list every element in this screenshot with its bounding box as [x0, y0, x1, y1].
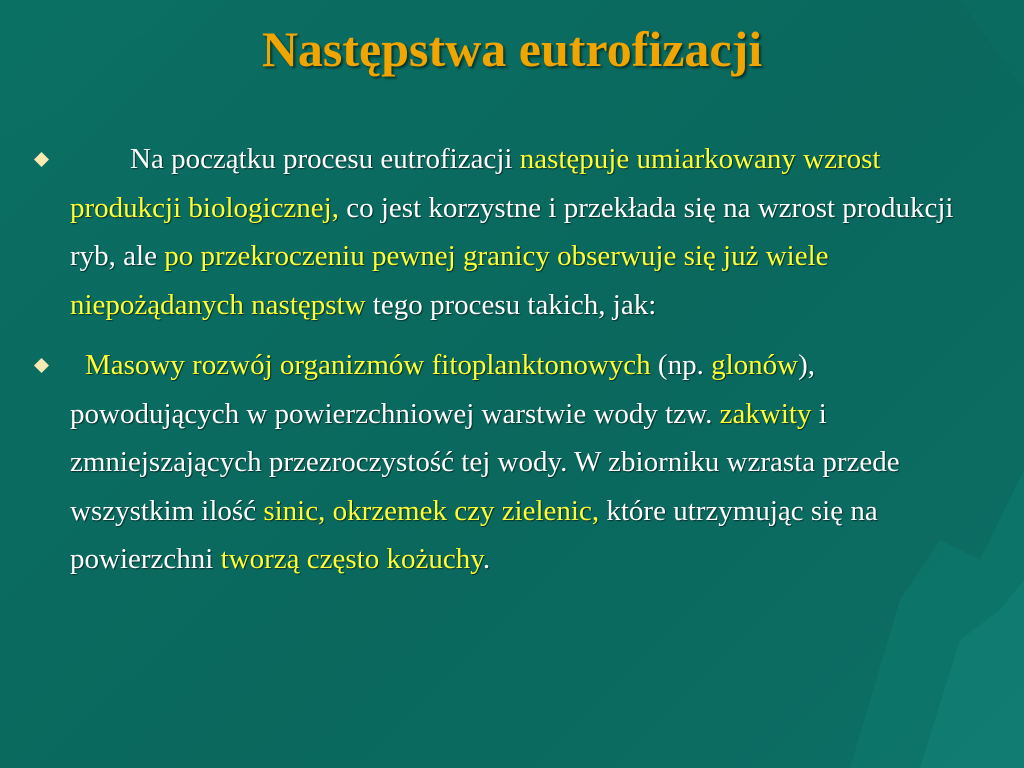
bullet-item-2	[30, 341, 985, 584]
text-segment: i zmniejszających przezroczystość tej wody. W zbiorniku wzrasta przede wszystkim ilość	[70, 397, 900, 527]
highlight-segment: zakwity	[719, 397, 812, 430]
slide-title: Następstwa eutrofizacji	[261, 21, 763, 77]
highlight-segment: po przekroczeniu pewnej granicy obserwuje się już wiele niepożądanych następstw	[70, 240, 829, 321]
highlight-segment: tworzą często kożuchy	[220, 543, 483, 575]
bullet-item-1	[30, 135, 985, 329]
highlight-segment: sinic, okrzemek czy zielenic,	[263, 494, 600, 527]
text-segment: Na początku procesu eutrofizacji	[130, 143, 520, 175]
diamond-bullet-icon	[34, 152, 49, 167]
diamond-bullet-icon	[34, 358, 49, 373]
text-segment: .	[482, 543, 491, 575]
highlight-segment: następuje umiarkowany wzrost produkcji biologicznej,	[70, 143, 881, 224]
text-segment: tego procesu takich, jak:	[365, 288, 657, 321]
text-segment: (np.	[650, 349, 712, 381]
highlight-segment: glonów	[711, 349, 799, 381]
text-segment: ), powodujących w powierzchniowej warstwie wody tzw.	[70, 349, 816, 430]
text-segment: co jest korzystne i przekłada się na wzrost produkcji ryb, ale	[70, 191, 954, 272]
text-segment: które utrzymując się na powierzchni	[70, 494, 878, 575]
slide-content	[30, 135, 985, 596]
highlight-segment: Masowy rozwój organizmów fitoplanktonowych	[85, 349, 651, 381]
